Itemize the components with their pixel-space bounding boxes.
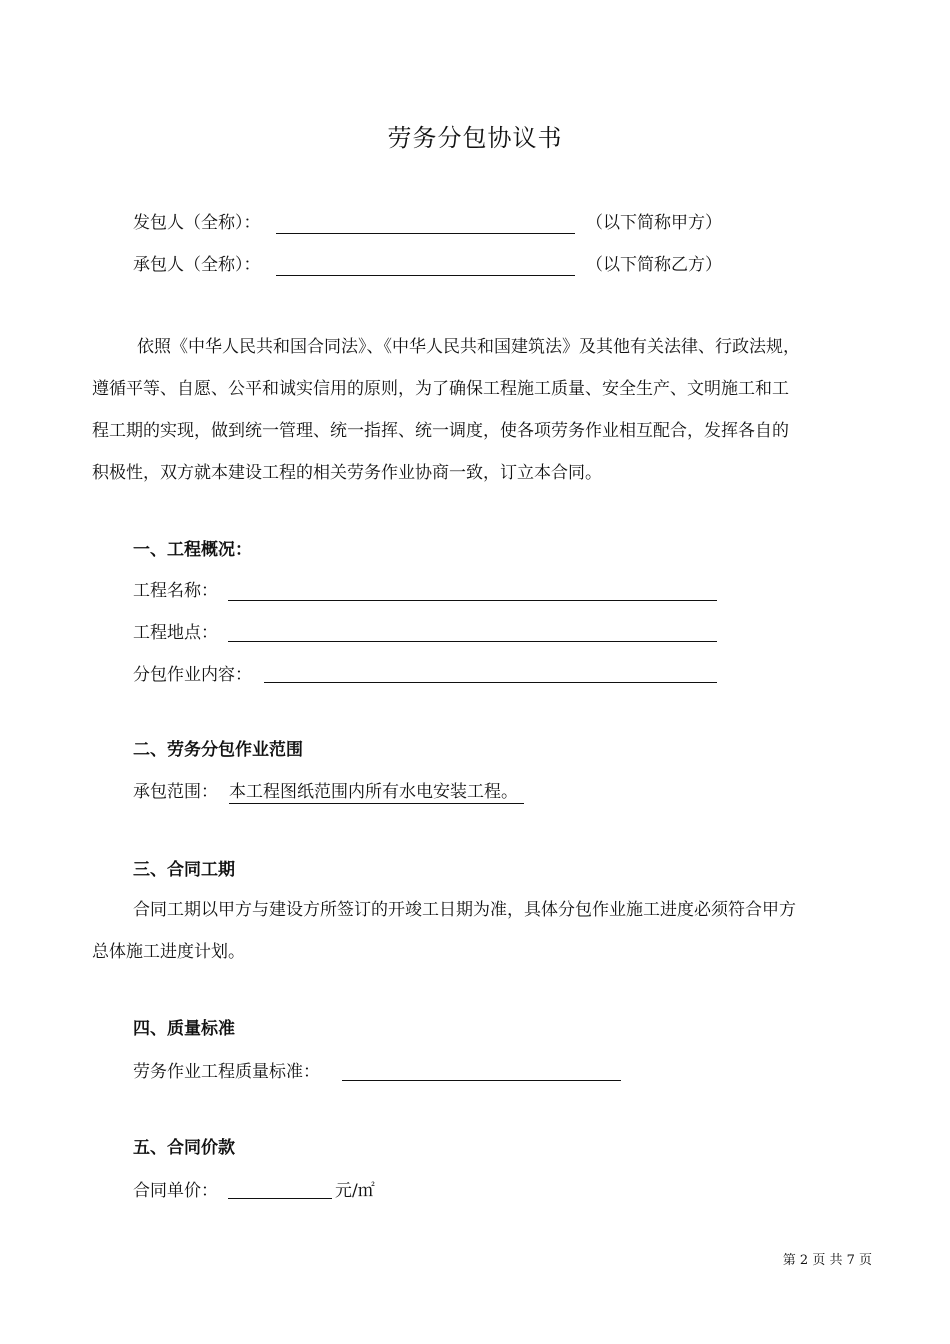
- section-5-heading: 五、合同价款: [133, 1138, 235, 1158]
- quality-standard-blank[interactable]: [342, 1080, 621, 1081]
- duration-paragraph: [92, 889, 882, 973]
- preamble-paragraph: [92, 326, 882, 494]
- preamble-line: 积极性，双方就本建设工程的相关劳务作业协商一致，订立本合同。: [92, 463, 602, 483]
- page-number: 第 2 页 共 7 页: [782, 1253, 872, 1268]
- scope-label: 承包范围：: [133, 782, 218, 802]
- work-content-blank[interactable]: [264, 682, 717, 683]
- section-2-heading: 二、劳务分包作业范围: [133, 740, 303, 760]
- party-b-suffix: （以下简称乙方）: [586, 255, 722, 275]
- section-1-heading: 一、工程概况：: [133, 540, 252, 560]
- unit-price-blank[interactable]: [228, 1198, 332, 1199]
- preamble-line: 依照《中华人民共和国合同法》、《中华人民共和国建筑法》及其他有关法律、行政法规，: [137, 337, 800, 357]
- unit-price-unit: 元/㎡: [335, 1181, 375, 1201]
- section-4-heading: 四、质量标准: [133, 1019, 235, 1039]
- unit-price-label: 合同单价：: [133, 1181, 218, 1201]
- document-title: 劳务分包协议书: [387, 124, 563, 152]
- quality-standard-label: 劳务作业工程质量标准：: [133, 1062, 320, 1082]
- party-b-label: 承包人（全称）：: [133, 255, 261, 275]
- party-a-label: 发包人（全称）：: [133, 213, 261, 233]
- project-name-label: 工程名称：: [133, 581, 218, 601]
- project-location-blank[interactable]: [228, 641, 717, 642]
- party-a-suffix: （以下简称甲方）: [586, 213, 722, 233]
- duration-line: 合同工期以甲方与建设方所签订的开竣工日期为准，具体分包作业施工进度必须符合甲方: [133, 900, 796, 920]
- preamble-line: 程工期的实现，做到统一管理、统一指挥、统一调度，使各项劳务作业相互配合，发挥各自的: [92, 421, 789, 441]
- work-content-label: 分包作业内容：: [133, 665, 252, 685]
- scope-value-wrap: [229, 780, 524, 804]
- party-a-blank[interactable]: [276, 233, 575, 234]
- preamble-line: 遵循平等、自愿、公平和诚实信用的原则，为了确保工程施工质量、安全生产、文明施工和工: [92, 379, 789, 399]
- duration-line: 总体施工进度计划。: [92, 942, 245, 962]
- party-b-blank[interactable]: [276, 275, 575, 276]
- scope-value: 本工程图纸范围内所有水电安装工程。: [229, 782, 524, 804]
- project-name-blank[interactable]: [228, 600, 717, 601]
- section-3-heading: 三、合同工期: [133, 860, 235, 880]
- project-location-label: 工程地点：: [133, 623, 218, 643]
